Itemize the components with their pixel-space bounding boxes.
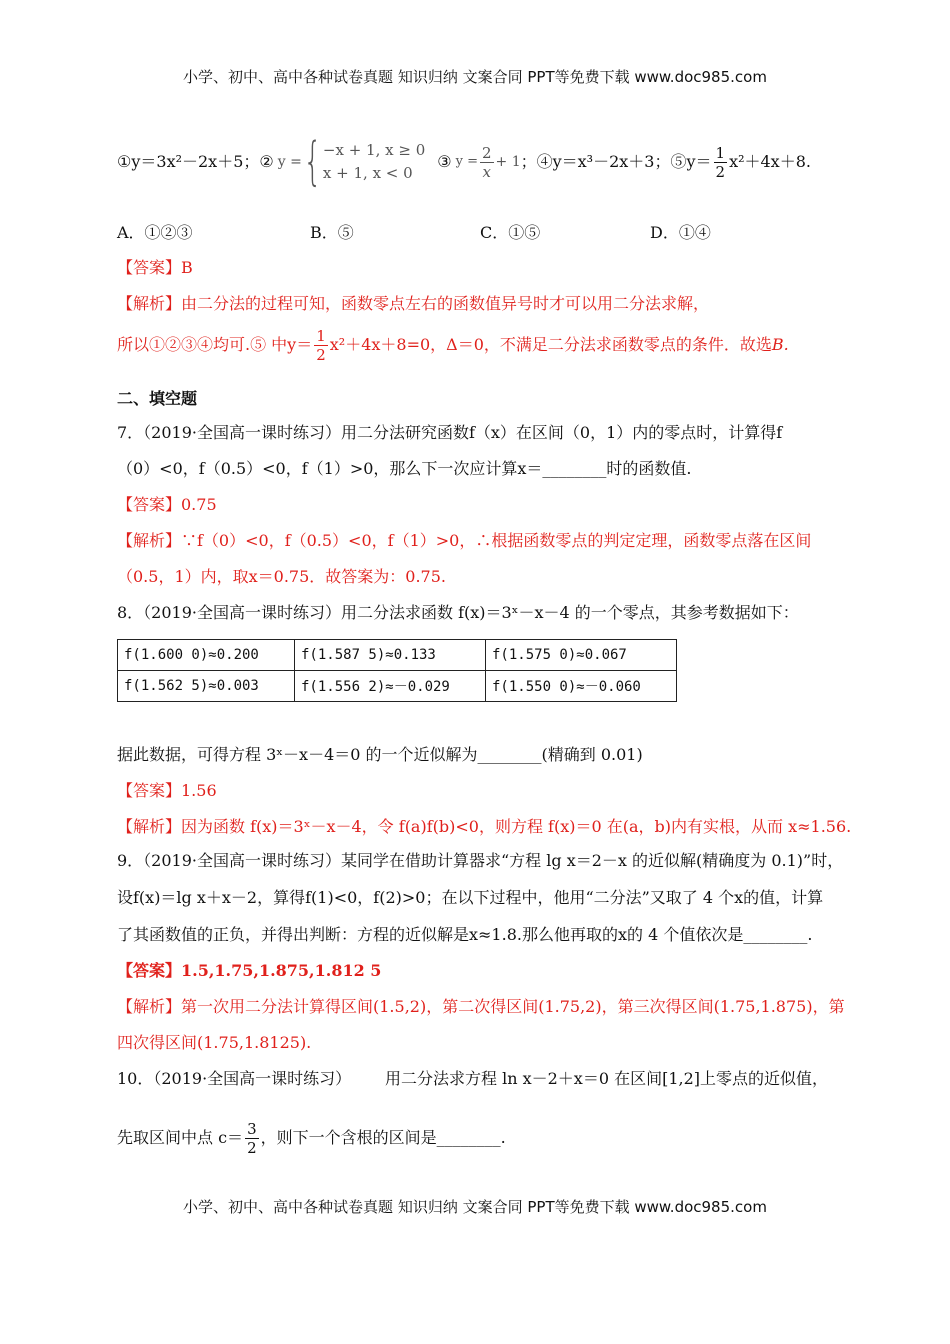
q10-line2 bbox=[117, 1115, 506, 1161]
q6-f5-num: 1 bbox=[715, 143, 726, 162]
q6-f3-prefix: ③ bbox=[437, 152, 452, 171]
q8-line2: 据此数据，可得方程 3ˣ－x－4＝0 的一个近似解为________(精确到 0.01) bbox=[117, 745, 643, 764]
q6-function-list bbox=[117, 132, 811, 192]
q6-f4: ；④y＝x³－2x＋3；⑤y＝ bbox=[520, 152, 712, 171]
q9-line1: 9．（2019·全国高一课时练习）某同学在借助计算器求“方程 lg x＝2－x 的近似解(精确度为 0.1)”时， bbox=[117, 851, 844, 870]
table-cell: f(1.587 5)≈0.133 bbox=[295, 640, 486, 671]
q6-option-a: A．①②③ bbox=[117, 223, 193, 242]
table-row bbox=[118, 671, 677, 702]
brace-icon: { bbox=[303, 132, 322, 192]
table-row bbox=[118, 640, 677, 671]
q9-analysis-line2: 四次得区间(1.75,1.8125). bbox=[117, 1033, 312, 1052]
q7-line1: 7．（2019·全国高一课时练习）用二分法研究函数f（x）在区间（0，1）内的零点时，计算得f bbox=[117, 423, 783, 442]
table-cell: f(1.556 2)≈－0.029 bbox=[295, 671, 486, 702]
q6-analysis-den: 2 bbox=[316, 345, 326, 364]
table-cell: f(1.600 0)≈0.200 bbox=[118, 640, 295, 671]
table-cell: f(1.575 0)≈0.067 bbox=[486, 640, 677, 671]
table-cell: f(1.562 5)≈0.003 bbox=[118, 671, 295, 702]
q6-f3-num: 2 bbox=[481, 143, 492, 162]
q6-f5-den: 2 bbox=[715, 162, 726, 181]
q6-option-b: B．⑤ bbox=[310, 223, 354, 242]
q6-f3-fraction bbox=[480, 144, 494, 181]
q6-answer: 【答案】B bbox=[117, 258, 193, 277]
q9-answer: 【答案】1.5,1.75,1.875,1.812 5 bbox=[117, 961, 382, 980]
q10-line1a: 10．（2019·全国高一课时练习） bbox=[117, 1069, 352, 1088]
q6-piecewise bbox=[323, 139, 425, 185]
q6-option-d: D．①④ bbox=[650, 223, 711, 242]
q10-line1b: 用二分法求方程 ln x－2＋x＝0 在区间[1,2]上零点的近似值， bbox=[385, 1069, 829, 1088]
q9-line3: 了其函数值的正负，并得出判断：方程的近似解是x≈1.8.那么他再取的x的 4 个值依次是________. bbox=[117, 925, 813, 944]
q9-analysis-line1: 【解析】第一次用二分法计算得区间(1.5,2)，第二次得区间(1.75,2)，第三次得区间(1.75,1.875)，第 bbox=[117, 997, 845, 1016]
q9-line2: 设f(x)＝lg x＋x－2，算得f(1)<0，f(2)>0；在以下过程中，他用“二分法”又取了 4 个x的值，计算 bbox=[117, 888, 824, 907]
q6-f2-y: y = bbox=[277, 154, 302, 170]
q6-analysis-2a: 所以①②③④均可.⑤ 中y＝ bbox=[117, 335, 313, 354]
q6-analysis-num: 1 bbox=[316, 326, 326, 345]
page-header: 小学、初中、高中各种试卷真题 知识归纳 文案合同 PPT等免费下载 www.doc985.com bbox=[183, 68, 767, 86]
q6-f3-y: y = bbox=[455, 154, 478, 169]
q7-analysis-line1: 【解析】∵f（0）<0，f（0.5）<0，f（1）>0，∴根据函数零点的判定定理，函数零点落在区间 bbox=[117, 531, 812, 550]
q10-line2a: 先取区间中点 c＝ bbox=[117, 1128, 244, 1147]
q6-f3-den: x bbox=[482, 162, 491, 181]
table-cell: f(1.550 0)≈－0.060 bbox=[486, 671, 677, 702]
q10-den: 2 bbox=[247, 1138, 257, 1157]
q6-f5-fraction bbox=[714, 144, 728, 181]
q6-case1: −x + 1, x ≥ 0 bbox=[322, 141, 426, 159]
q6-analysis-2c: B. bbox=[771, 335, 789, 354]
q10-num: 3 bbox=[247, 1119, 257, 1138]
q6-analysis-fraction bbox=[314, 327, 328, 364]
q6-f1: ①y＝3x²－2x＋5；② bbox=[117, 152, 274, 171]
q6-option-c: C．①⑤ bbox=[480, 223, 541, 242]
section-title: 二、填空题 bbox=[117, 389, 198, 408]
q8-reference-table bbox=[117, 639, 677, 702]
page-footer: 小学、初中、高中各种试卷真题 知识归纳 文案合同 PPT等免费下载 www.doc985.com bbox=[183, 1198, 767, 1216]
q8-line1: 8．（2019·全国高一课时练习）用二分法求函数 f(x)＝3ˣ－x－4 的一个零点，其参考数据如下： bbox=[117, 603, 799, 622]
q8-analysis: 【解析】因为函数 f(x)＝3ˣ－x－4，令 f(a)f(b)<0，则方程 f(x)＝0 在(a，b)内有实根，从而 x≈1.56. bbox=[117, 817, 852, 836]
q10-fraction bbox=[245, 1120, 259, 1157]
q6-analysis-line1: 【解析】由二分法的过程可知，函数零点左右的函数值异号时才可以用二分法求解， bbox=[117, 294, 710, 313]
q6-f3-tail: + 1 bbox=[495, 154, 521, 170]
q6-case2: x + 1, x < 0 bbox=[322, 164, 413, 182]
q6-analysis-line2 bbox=[117, 322, 789, 368]
q7-answer: 【答案】0.75 bbox=[117, 495, 217, 514]
q6-f5-tail: x²＋4x＋8. bbox=[729, 152, 811, 171]
q6-analysis-2b: x²＋4x＋8=0，Δ＝0，不满足二分法求函数零点的条件．故选 bbox=[329, 335, 772, 354]
q8-answer: 【答案】1.56 bbox=[117, 781, 217, 800]
q7-line2: （0）<0，f（0.5）<0，f（1）>0，那么下一次应计算x＝________时的函数值. bbox=[117, 459, 692, 478]
q7-analysis-line2: （0.5，1）内，取x＝0.75．故答案为：0.75. bbox=[117, 567, 446, 586]
q10-line2b: ，则下一个含根的区间是________. bbox=[260, 1128, 506, 1147]
